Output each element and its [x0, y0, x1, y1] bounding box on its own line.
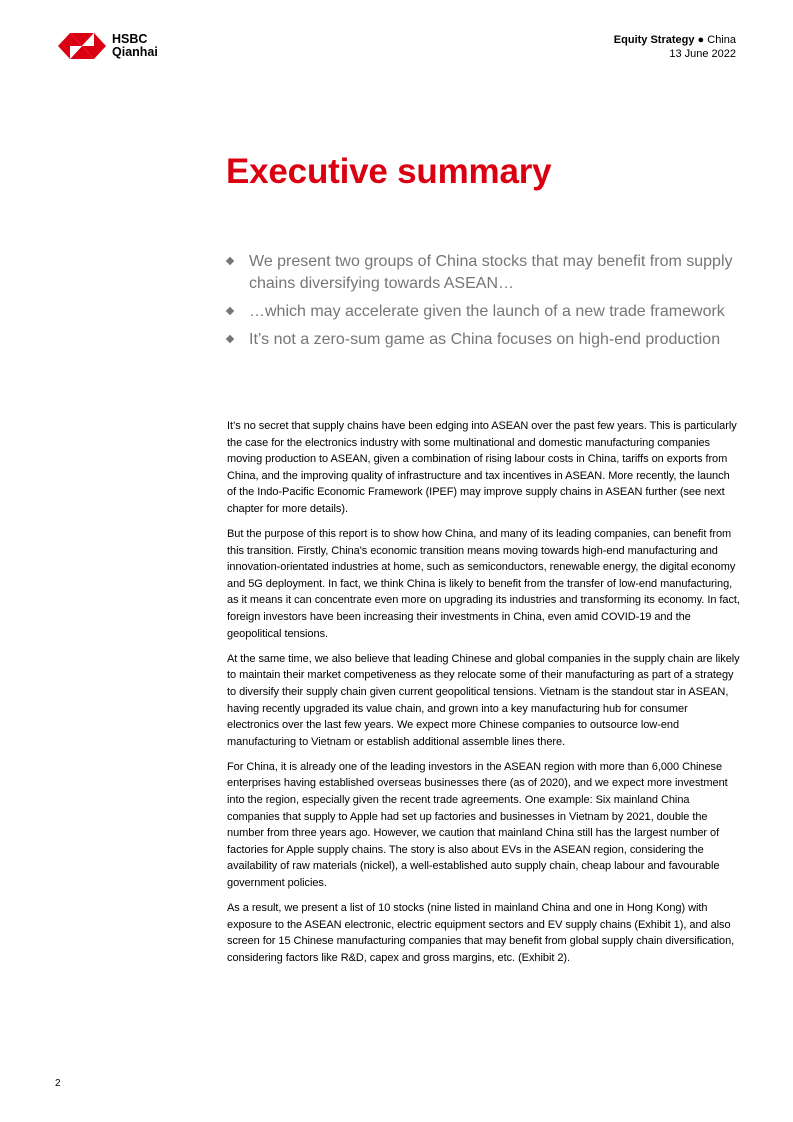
body-text — [227, 418, 741, 975]
summary-bullet-text: It’s not a zero-sum game as China focuses on high-end production — [249, 331, 721, 348]
summary-bullet-text: …which may accelerate given the launch of a new trade framework — [249, 303, 725, 320]
logo-line-hsbc: HSBC — [112, 32, 148, 46]
report-region: China — [707, 34, 736, 46]
diamond-bullet-icon — [226, 307, 234, 315]
body-paragraph: As a result, we present a list of 10 stocks (nine listed in mainland China and one in Hong Kong) with exposure to the ASEAN electronic, electric equipment sectors and EV supply chains (Exhibit 1), and also screen for 15 Chinese manufacturing companies that may benefit from global supply chain diversification, considering factors like R&D, capex and gross margins, etc. (Exhibit 2). — [227, 902, 735, 964]
summary-bullets — [226, 251, 746, 357]
logo-wordmark — [112, 33, 158, 59]
report-category — [614, 33, 736, 47]
summary-bullet — [226, 329, 746, 351]
summary-bullet-text: We present two groups of China stocks that may benefit from supply chains diversifying towards ASEAN… — [249, 253, 733, 292]
body-paragraph: It’s no secret that supply chains have been edging into ASEAN over the past few years. This is particularly the case for the electronics industry with some multinational and domestic manufacturing companies moving production to ASEAN, given a combination of rising labour costs in China, tariffs on exports from China, and the improving quality of infrastructure and tax incentives in ASEAN. More recently, the launch of the Indo-Pacific Economic Framework (IPEF) may improve supply chains in ASEAN further (see next chapter for more details). — [227, 420, 737, 515]
body-paragraph: For China, it is already one of the leading investors in the ASEAN region with more than 6,000 Chinese enterprises having established overseas businesses there (as of 2020), and we expect more investment into the region, especially given the recent trade agreements. One example: Six mainland China companies that supply to Apple had set up factories and businesses in Vietnam by 2021, double the number from three years ago. However, we caution that mainland China still has the largest number of factories for Apple supply chains. The story is also about EVs in the ASEAN region, considering the availability of raw materials (nickel), a well-established auto supply chain, cheap labour and favourable government policies. — [227, 760, 728, 889]
report-type: Equity Strategy — [613, 34, 695, 46]
report-date: 13 June 2022 — [669, 48, 736, 60]
hsbc-qianhai-logo — [58, 33, 158, 59]
hsbc-hexagon-icon — [58, 33, 106, 59]
page-title: Executive summary — [226, 152, 552, 191]
logo-line-qianhai: Qianhai — [112, 45, 158, 59]
summary-bullet — [226, 301, 746, 323]
diamond-bullet-icon — [226, 257, 234, 265]
page-number: 2 — [55, 1078, 61, 1089]
header-separator: ● — [694, 34, 708, 46]
diamond-bullet-icon — [226, 335, 234, 343]
summary-bullet — [226, 251, 746, 295]
body-paragraph: At the same time, we also believe that leading Chinese and global companies in the supply chain are likely to maintain their market competiveness as they relocate some of their manufacturing as part of a strategy to diversify their supply chain given current geopolitical tensions. Vietnam is the standout star in ASEAN, having recently upgraded its value chain, and grown into a key manufacturing hub for consumer electronics over the last few years. We expect more Chinese companies to outsource low-end manufacturing to Vietnam or establish additional assemble lines there. — [227, 652, 740, 748]
body-paragraph: But the purpose of this report is to show how China, and many of its leading companies, can benefit from this transition. Firstly, China's economic transition means moving towards high-end manufacturing and innovation-orientated industries at home, such as semiconductors, renewable energy, the digital economy and 5G deployment. In fact, we think China is likely to benefit from the transfer of low-end manufacturing, as it means it can concentrate even more on upgrading its industries and transforming its economy. In fact, foreign investors have been increasing their investments in China, even amid COVID-19 and the geopolitical tensions. — [227, 528, 740, 640]
report-header — [614, 33, 736, 61]
